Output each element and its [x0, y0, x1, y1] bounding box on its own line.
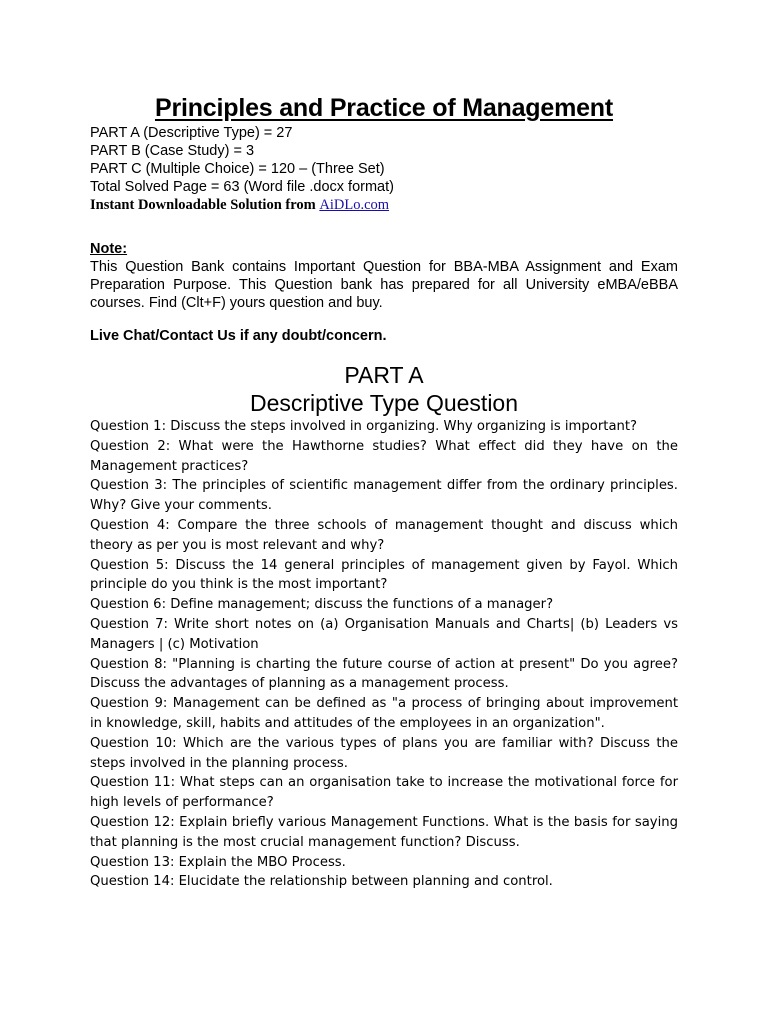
- summary-line-part-a: PART A (Descriptive Type) = 27: [90, 125, 293, 141]
- document-page: [90, 92, 678, 892]
- question-item: Question 11: What steps can an organisation take to increase the motivational force for high levels of performance?: [90, 775, 678, 811]
- question-item: Question 9: Management can be defined as "a process of bringing about improvement in knowledge, skill, habits and attitudes of the employees in an organization".: [90, 696, 678, 731]
- question-item: Question 6: Define management; discuss the functions of a manager?: [90, 597, 554, 613]
- summary-line-part-b: PART B (Case Study) = 3: [90, 143, 255, 159]
- question-item: Question 2: What were the Hawthorne studies? What effect did they have on the Management practices?: [90, 438, 678, 474]
- contact-line: Live Chat/Contact Us if any doubt/concern.: [90, 328, 387, 344]
- summary-line-part-c: PART C (Multiple Choice) = 120 – (Three Set): [90, 161, 385, 177]
- aidlo-link[interactable]: AiDLo.com: [319, 197, 390, 213]
- document-title: Principles and Practice of Management: [154, 94, 614, 122]
- question-item: Question 13: Explain the MBO Process.: [90, 854, 346, 870]
- part-subheading: Descriptive Type Question: [249, 390, 519, 416]
- question-item: Question 12: Explain briefly various Management Functions. What is the basis for saying that planning is the most crucial management function? Discuss.: [90, 814, 678, 850]
- note-label: Note:: [90, 241, 128, 257]
- part-heading: PART A: [344, 362, 424, 388]
- question-item: Question 4: Compare the three schools of management thought and discuss which theory as per you is most relevant and why?: [90, 517, 678, 553]
- note-body: This Question Bank contains Important Question for BBA-MBA Assignment and Exam Preparation Purpose. This Question bank has prepared for all University eMBA/eBBA courses. Find (Clt+F) yours question and buy.: [90, 259, 678, 311]
- question-item: Question 8: "Planning is charting the future course of action at present" Do you agree? Discuss the advantages of planning as a management process.: [90, 656, 678, 692]
- summary-line-total-pages: Total Solved Page = 63 (Word file .docx format): [90, 179, 394, 195]
- question-item: Question 3: The principles of scientific management differ from the ordinary principles. Why? Give your comments.: [90, 478, 678, 514]
- question-list: [90, 417, 678, 892]
- question-item: Question 1: Discuss the steps involved in organizing. Why organizing is important?: [90, 419, 638, 434]
- instant-download-line: [90, 196, 678, 214]
- summary-block: [90, 124, 678, 196]
- question-item: Question 14: Elucidate the relationship between planning and control.: [90, 874, 553, 890]
- question-item: Question 7: Write short notes on (a) Organisation Manuals and Charts| (b) Leaders vs Managers | (c) Motivation: [90, 616, 678, 652]
- question-item: Question 10: Which are the various types of plans you are familiar with? Discuss the steps involved in the planning process.: [90, 735, 678, 771]
- question-item: Question 5: Discuss the 14 general principles of management given by Fayol. Which principle do you think is the most important?: [90, 557, 678, 593]
- instant-download-text: Instant Downloadable Solution from: [90, 197, 320, 213]
